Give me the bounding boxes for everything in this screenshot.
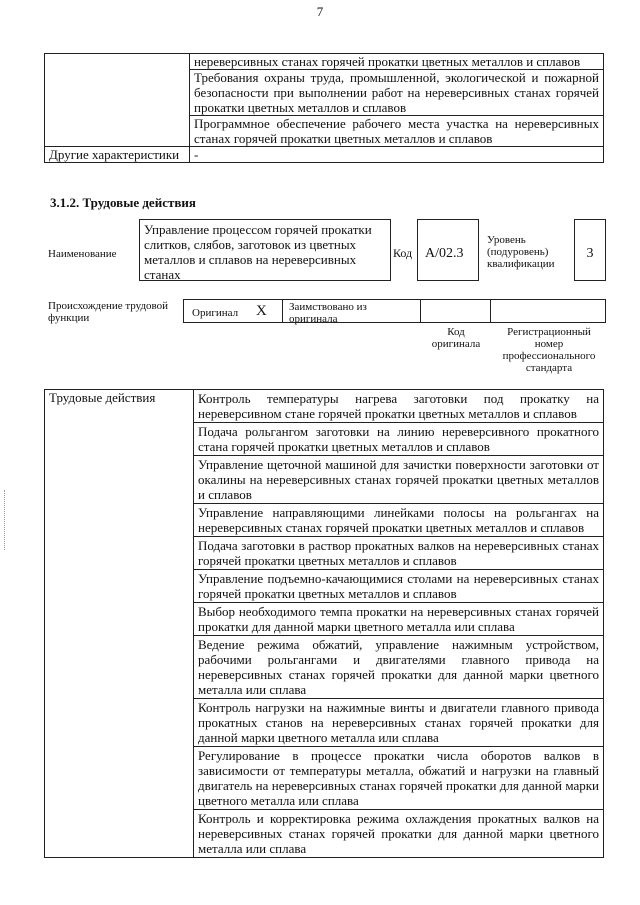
code-value-box: [417, 219, 479, 281]
section-title: 3.1.2. Трудовые действия: [50, 195, 196, 210]
code-label: Код: [393, 246, 413, 260]
origin-label: Происхождение трудовой функции: [48, 300, 169, 324]
table-cell: Требования охраны труда, промышленной, экологической и пожарной безопасности при выполнении работ на нереверсивных станах горячей прокатки цветных металлов и сплавов: [190, 70, 604, 116]
table-cell: Подача рольгангом заготовки на линию нереверсивного прокатного стана горячей прокатки цветных металлов и сплавов: [194, 423, 604, 456]
original-mark: X: [256, 303, 267, 319]
original-box: [183, 299, 283, 323]
table-row: [45, 390, 604, 423]
original-code-box: [420, 299, 491, 323]
name-label: Наименование: [48, 248, 117, 260]
actions-table: [44, 389, 604, 858]
level-value: 3: [586, 246, 594, 261]
borrowed-label: Заимствовано из оригинала: [289, 301, 367, 325]
scan-margin-marks: [4, 490, 8, 550]
code-caption: Код оригинала: [431, 326, 481, 350]
table-cell: Управление щеточной машиной для зачистки поверхности заготовки от окалины на нереверсивных станах горячей прокатки цветных металлов и сплавов: [194, 456, 604, 504]
level-value-box: [574, 219, 606, 281]
name-value-box: [139, 219, 391, 281]
table-cell: Управление подъемно-качающимися столами на нереверсивных станах горячей прокатки цветных металлов и сплавов: [194, 570, 604, 603]
reg-number-box: [490, 299, 606, 323]
empty-label-cell: [45, 54, 190, 147]
table-cell: Ведение режима обжатий, управление нажимным устройством, рабочими рольгангами и двигателями главного привода на нереверсивных станах горячей прокатки для данной марки цветного металла или сплава: [194, 636, 604, 699]
table-cell: Контроль и корректировка режима охлаждения прокатных валков на нереверсивных станах горячей прокатки для данной марки цветного металла или сплава: [194, 810, 604, 858]
table-cell: нереверсивных станах горячей прокатки цветных металлов и сплавов: [190, 54, 604, 70]
level-label: Уровень (подуровень) квалификации: [487, 234, 555, 270]
table-row: [45, 147, 604, 163]
borrowed-box: [282, 299, 421, 323]
other-characteristics-value: -: [190, 147, 604, 163]
other-characteristics-label: Другие характеристики: [45, 147, 190, 163]
table-cell: Программное обеспечение рабочего места участка на нереверсивных станах горячей прокатки цветных металлов и сплавов: [190, 116, 604, 147]
top-table: [44, 53, 604, 163]
original-label: Оригинал: [192, 307, 239, 319]
table-cell: Регулирование в процессе прокатки числа оборотов валков в зависимости от температуры металла, обжатий и нагрузки на главный двигатель на нереверсивных станах горячей прокатки для данной марки цветного металла или сплава: [194, 747, 604, 810]
table-cell: Контроль температуры нагрева заготовки под прокатку на нереверсивном стане горячей прокатки цветных металлов и сплавов: [194, 390, 604, 423]
page-number: 7: [316, 4, 324, 19]
table-cell: Контроль нагрузки на нажимные винты и двигатели главного привода прокатных станов на нереверсивных станах горячей прокатки для данной марки цветного металла или сплава: [194, 699, 604, 747]
table-cell: Выбор необходимого темпа прокатки на нереверсивных станах горячей прокатки для данной марки цветного металла или сплава: [194, 603, 604, 636]
code-value: A/02.3: [425, 246, 464, 261]
table-row: [45, 54, 604, 70]
table-cell: Подача заготовки в раствор прокатных валков на нереверсивных станах горячей прокатки цветных металлов и сплавов: [194, 537, 604, 570]
table-cell: Управление направляющими линейками полосы на рольгангах на нереверсивных станах горячей прокатки цветных металлов и сплавов: [194, 504, 604, 537]
name-value: Управление процессом горячей прокатки слитков, слябов, заготовок из цветных металлов и сплавов на нереверсивных станах: [144, 222, 372, 282]
reg-caption: Регистрационный номер профессионального стандарта: [502, 326, 596, 374]
actions-label: Трудовые действия: [45, 390, 194, 858]
